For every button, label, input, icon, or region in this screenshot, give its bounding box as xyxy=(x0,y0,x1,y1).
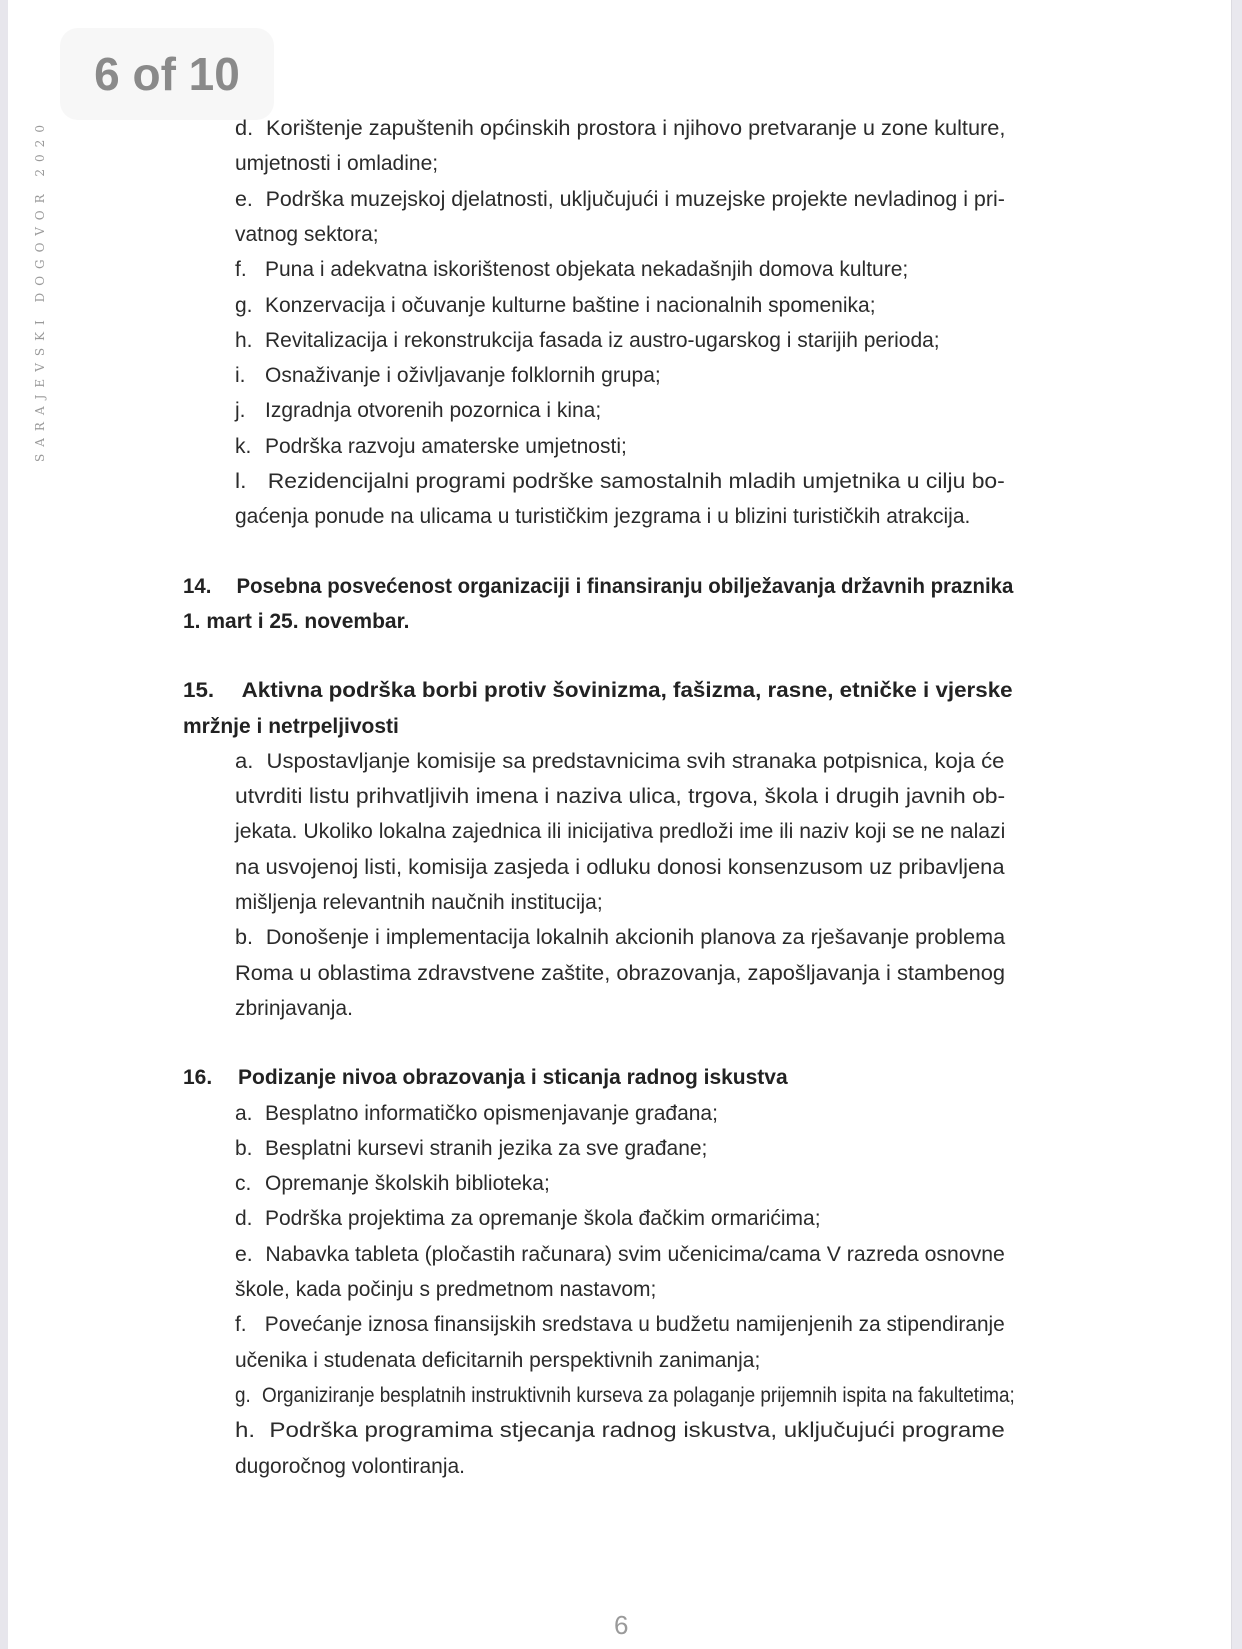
list-item-label: b. xyxy=(235,1136,253,1160)
list-item xyxy=(235,186,1005,214)
list-item xyxy=(235,433,627,461)
list-item xyxy=(235,1135,707,1163)
list-item-continuation xyxy=(235,503,970,531)
list-item-label: i. xyxy=(235,364,246,388)
list-item-label: j. xyxy=(235,399,246,423)
list-item-text: Revitalizacija i rekonstrukcija fasada iz austro-ugarskog i starijih perioda; xyxy=(265,328,940,352)
list-item xyxy=(235,256,908,284)
list-item-label: k. xyxy=(235,434,252,458)
list-item-text: Rezidencijalni programi podrške samostalnih mladih umjetnika u cilju bo- xyxy=(267,470,1005,493)
list-item-label: a. xyxy=(235,749,254,773)
list-item-label: f. xyxy=(235,258,247,282)
list-item xyxy=(235,1382,1015,1410)
list-item-text: umjetnosti i omladine; xyxy=(235,152,439,176)
list-item-text: Nabavka tableta (pločastih računara) svim učenicima/cama V razreda osnovne xyxy=(265,1242,1005,1266)
list-item-text: učenika i studenata deficitarnih perspektivnih zanimanja; xyxy=(235,1348,761,1372)
list-item xyxy=(235,748,1004,776)
page-counter-badge: 6 of 10 xyxy=(60,28,274,120)
list-item xyxy=(235,924,1005,952)
list-item-text: zbrinjavanja. xyxy=(235,996,353,1020)
list-item xyxy=(235,397,601,425)
list-item-text: vatnog sektora; xyxy=(235,222,379,246)
list-item-continuation xyxy=(235,783,1005,811)
list-item-text: Podrška projektima za opremanje škola đačkim ormarićima; xyxy=(265,1207,821,1231)
section-heading xyxy=(183,1064,788,1092)
list-item-label: e. xyxy=(235,187,253,211)
document-side-title: SARAJEVSKI DOGOVOR 2020 xyxy=(33,118,47,462)
list-item-text: dugoročnog volontiranja. xyxy=(235,1454,465,1478)
list-item-label: h. xyxy=(235,328,253,352)
list-item xyxy=(235,1100,718,1128)
list-item xyxy=(235,1311,1005,1339)
section-heading xyxy=(183,573,1013,601)
list-item-continuation xyxy=(235,221,379,249)
section-heading xyxy=(183,677,1013,705)
page-number: 6 xyxy=(614,1610,629,1640)
viewer-left-edge xyxy=(0,0,8,1649)
list-item-text: Puna i adekvatna iskorištenost objekata nekadašnjih domova kulture; xyxy=(265,258,909,282)
list-item-text: Povećanje iznosa finansijskih sredstava u budžetu namijenjenih za stipendiranje xyxy=(264,1313,1005,1337)
list-item-label: e. xyxy=(235,1242,253,1266)
section-heading-text: mržnje i netrpeljivosti xyxy=(183,714,399,738)
list-item-text: utvrditi listu prihvatljivih imena i naziva ulica, trgova, škola i drugih javnih ob- xyxy=(235,785,1006,809)
list-item-continuation xyxy=(235,1347,760,1375)
list-item xyxy=(235,1170,550,1198)
section-heading-text: Aktivna podrška borbi protiv šovinizma, fašizma, rasne, etničke i vjerske xyxy=(241,679,1013,703)
list-item-label: g. xyxy=(235,293,253,317)
list-item xyxy=(235,1241,1005,1269)
list-item xyxy=(235,362,661,390)
list-item-text: Donošenje i implementacija lokalnih akcionih planova za rješavanje problema xyxy=(265,926,1006,950)
list-item-text: Izgradnja otvorenih pozornica i kina; xyxy=(265,399,602,423)
list-item-continuation xyxy=(235,1276,656,1304)
list-item-text: Podrška programima stjecanja radnog iskustva, uključujući programe xyxy=(269,1419,1005,1443)
list-item-text: Besplatno informatičko opismenjavanje građana; xyxy=(265,1101,718,1125)
list-item-continuation xyxy=(235,995,353,1023)
list-item-label: d. xyxy=(235,1207,253,1231)
list-item-text: Roma u oblastima zdravstvene zaštite, obrazovanja, zapošljavanja i stambenog xyxy=(235,961,1006,985)
list-item xyxy=(235,292,876,320)
section-heading xyxy=(183,713,399,741)
list-item-label: a. xyxy=(235,1101,253,1125)
list-item-continuation xyxy=(235,1453,465,1481)
list-item-text: gaćenja ponude na ulicama u turističkim jezgrama i u blizini turističkih atrakcija. xyxy=(235,505,971,529)
list-item-text: mišljenja relevantnih naučnih institucija; xyxy=(235,891,603,914)
list-item-text: Uspostavljanje komisije sa predstavnicima svih stranaka potpisnica, koja će xyxy=(266,749,1005,773)
list-item xyxy=(235,1205,821,1233)
list-item-continuation xyxy=(235,150,438,178)
list-item-text: Opremanje školskih biblioteka; xyxy=(265,1172,550,1196)
list-item-label: l. xyxy=(235,470,247,493)
list-item-text: škole, kada počinju s predmetnom nastavom; xyxy=(235,1278,657,1301)
list-item-label: g. xyxy=(235,1383,251,1407)
section-number: 14. xyxy=(183,574,212,598)
list-item xyxy=(235,115,1005,143)
list-item-continuation xyxy=(235,889,603,917)
list-item-label: h. xyxy=(235,1419,256,1443)
list-item-text: Osnaživanje i oživljavanje folklornih grupa; xyxy=(265,364,661,388)
list-item-label: d. xyxy=(235,117,254,140)
section-heading-text: Podizanje nivoa obrazovanja i sticanja radnog iskustva xyxy=(238,1066,788,1090)
section-heading-text: 1. mart i 25. novembar. xyxy=(183,609,410,633)
list-item-continuation xyxy=(235,854,1005,882)
list-item-label: b. xyxy=(235,926,254,950)
list-item-text: Organiziranje besplatnih instruktivnih kurseva za polaganje prijemnih ispita na fakultetima; xyxy=(262,1383,1015,1407)
list-item-text: Besplatni kursevi stranih jezika za sve građane; xyxy=(265,1136,708,1160)
section-heading xyxy=(183,608,409,636)
list-item-continuation xyxy=(235,960,1005,988)
list-item-text: na usvojenoj listi, komisija zasjeda i odluku donosi konsenzusom uz pribavljena xyxy=(235,855,1005,879)
list-item xyxy=(235,1417,1005,1445)
list-item xyxy=(235,327,940,355)
list-item-text: Podrška muzejskoj djelatnosti, uključujući i muzejske projekte nevladinog i pri- xyxy=(265,187,1005,211)
list-item-text: Podrška razvoju amaterske umjetnosti; xyxy=(265,434,627,458)
list-item xyxy=(235,468,1005,496)
list-item-text: Korištenje zapuštenih općinskih prostora i njihovo pretvaranje u zone kulture, xyxy=(266,117,1006,140)
viewer-scrollbar[interactable] xyxy=(1231,0,1242,1649)
section-number: 16. xyxy=(183,1066,213,1090)
list-item-text: Konzervacija i očuvanje kulturne baštine i nacionalnih spomenika; xyxy=(265,293,876,317)
list-item-label: f. xyxy=(235,1313,247,1337)
list-item-continuation xyxy=(235,818,1005,846)
section-number: 15. xyxy=(183,679,215,703)
section-heading-text: Posebna posvećenost organizaciji i finansiranju obilježavanja državnih praznika xyxy=(236,574,1014,598)
list-item-text: jekata. Ukoliko lokalna zajednica ili inicijativa predloži ime ili naziv koji se ne nalazi xyxy=(235,820,1006,844)
list-item-label: c. xyxy=(235,1172,252,1196)
